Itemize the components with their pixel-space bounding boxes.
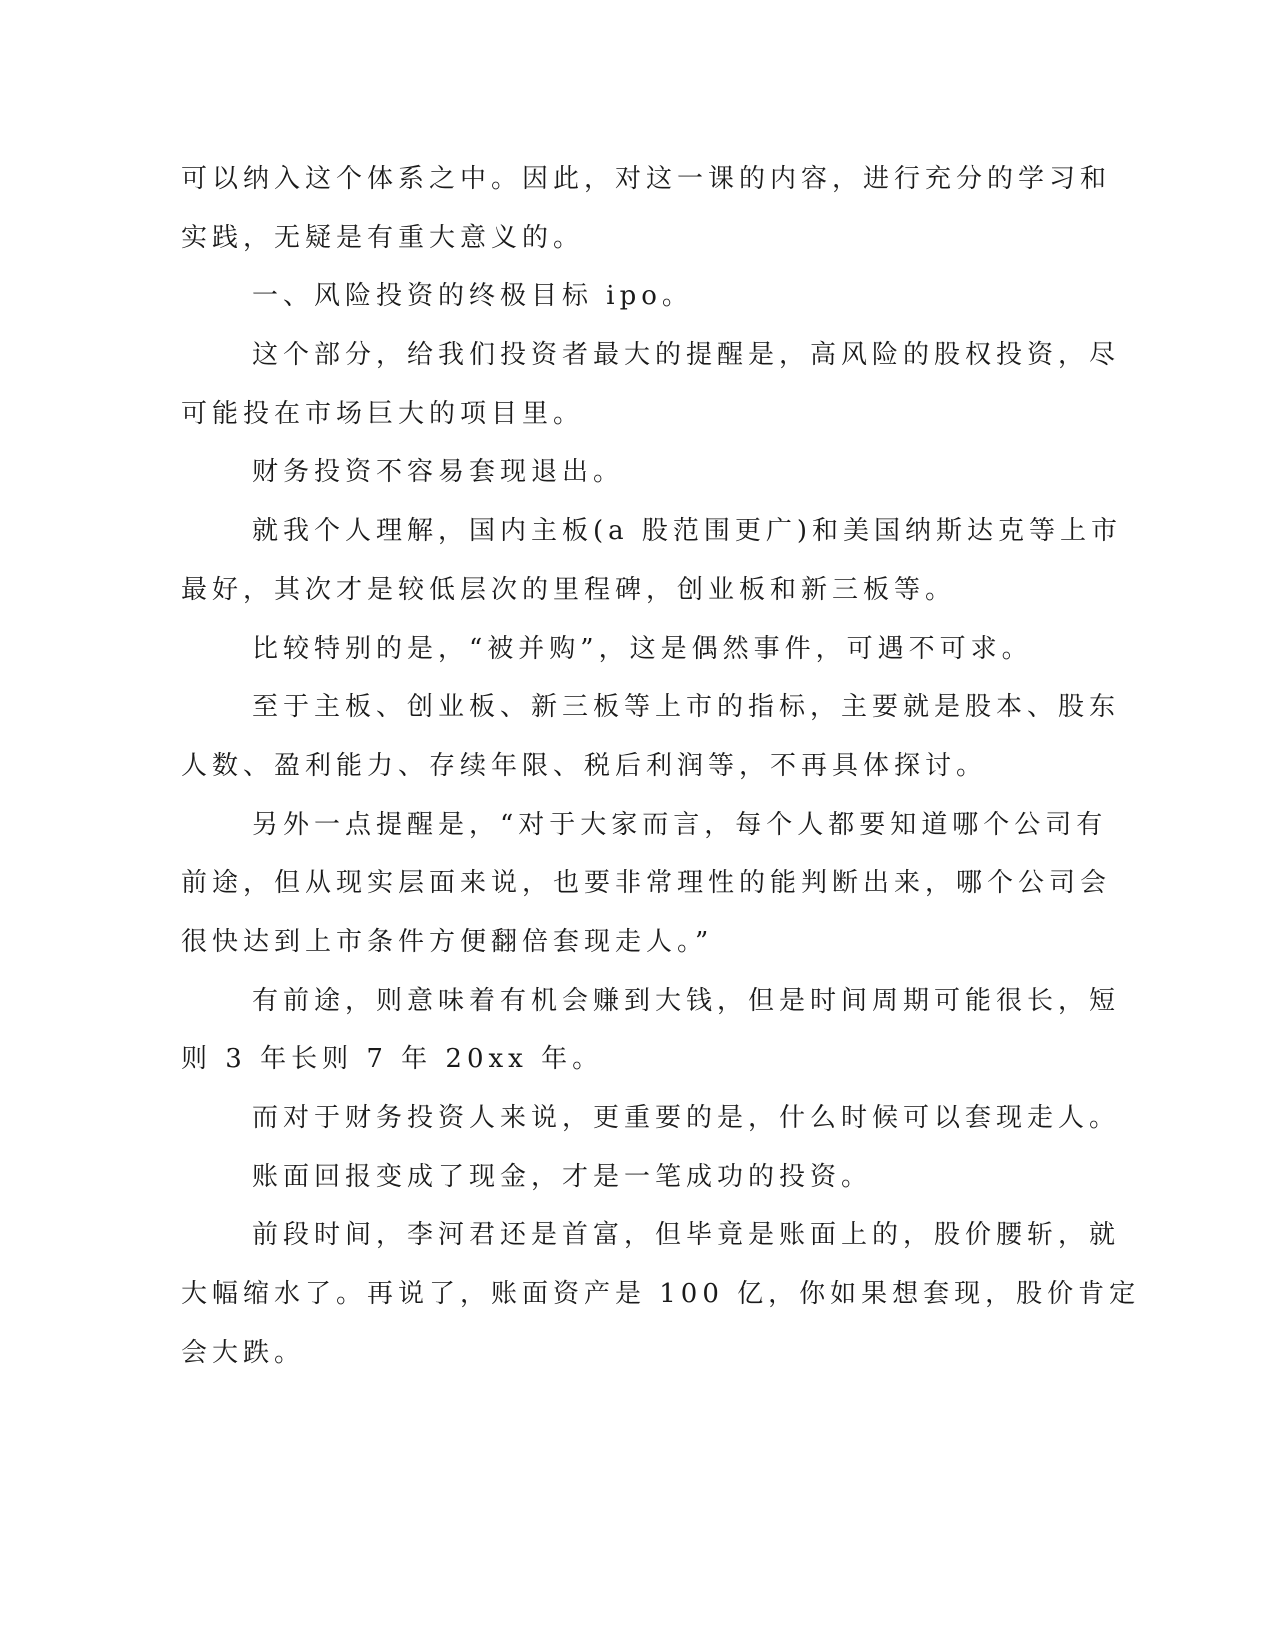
text-line: 则 3 年长则 7 年 20xx 年。 <box>181 1044 604 1075</box>
text-line: 财务投资不容易套现退出。 <box>252 457 625 488</box>
text-line: 会大跌。 <box>181 1337 306 1368</box>
text-line: 有前途，则意味着有机会赚到大钱，但是时间周期可能很长，短 <box>252 985 1121 1016</box>
text-line: 另外一点提醒是，“对于大家而言，每个人都要知道哪个公司有 <box>252 809 1108 840</box>
text-line: 账面回报变成了现金，才是一笔成功的投资。 <box>252 1161 873 1192</box>
text-line: 可以纳入这个体系之中。因此，对这一课的内容，进行充分的学习和 <box>181 164 1112 194</box>
document-body <box>181 150 1141 1382</box>
text-line: 实践，无疑是有重大意义的。 <box>181 222 585 253</box>
text-line: 前途，但从现实层面来说，也要非常理性的能判断出来，哪个公司会 <box>181 868 1112 899</box>
text-line: 而对于财务投资人来说，更重要的是，什么时候可以套现走人。 <box>252 1103 1121 1133</box>
text-line: 可能投在市场巨大的项目里。 <box>181 398 585 429</box>
text-line: 人数、盈利能力、存续年限、税后利润等，不再具体探讨。 <box>181 750 988 781</box>
text-line: 最好，其次才是较低层次的里程碑，创业板和新三板等。 <box>181 574 957 605</box>
section-heading: 一、风险投资的终极目标 ipo。 <box>252 281 693 312</box>
text-line: 很快达到上市条件方便翻倍套现走人。” <box>181 926 714 957</box>
text-line: 大幅缩水了。再说了，账面资产是 100 亿，你如果想套现，股价肯定 <box>181 1279 1141 1310</box>
text-line: 这个部分，给我们投资者最大的提醒是，高风险的股权投资，尽 <box>252 340 1121 371</box>
text-line: 至于主板、创业板、新三板等上市的指标，主要就是股本、股东 <box>252 692 1121 723</box>
text-line: 比较特别的是，“被并购”，这是偶然事件，可遇不可求。 <box>252 633 1033 664</box>
text-line: 前段时间，李河君还是首富，但毕竟是账面上的，股价腰斩，就 <box>252 1220 1121 1251</box>
text-line: 就我个人理解，国内主板(a 股范围更广)和美国纳斯达克等上市 <box>252 516 1123 547</box>
